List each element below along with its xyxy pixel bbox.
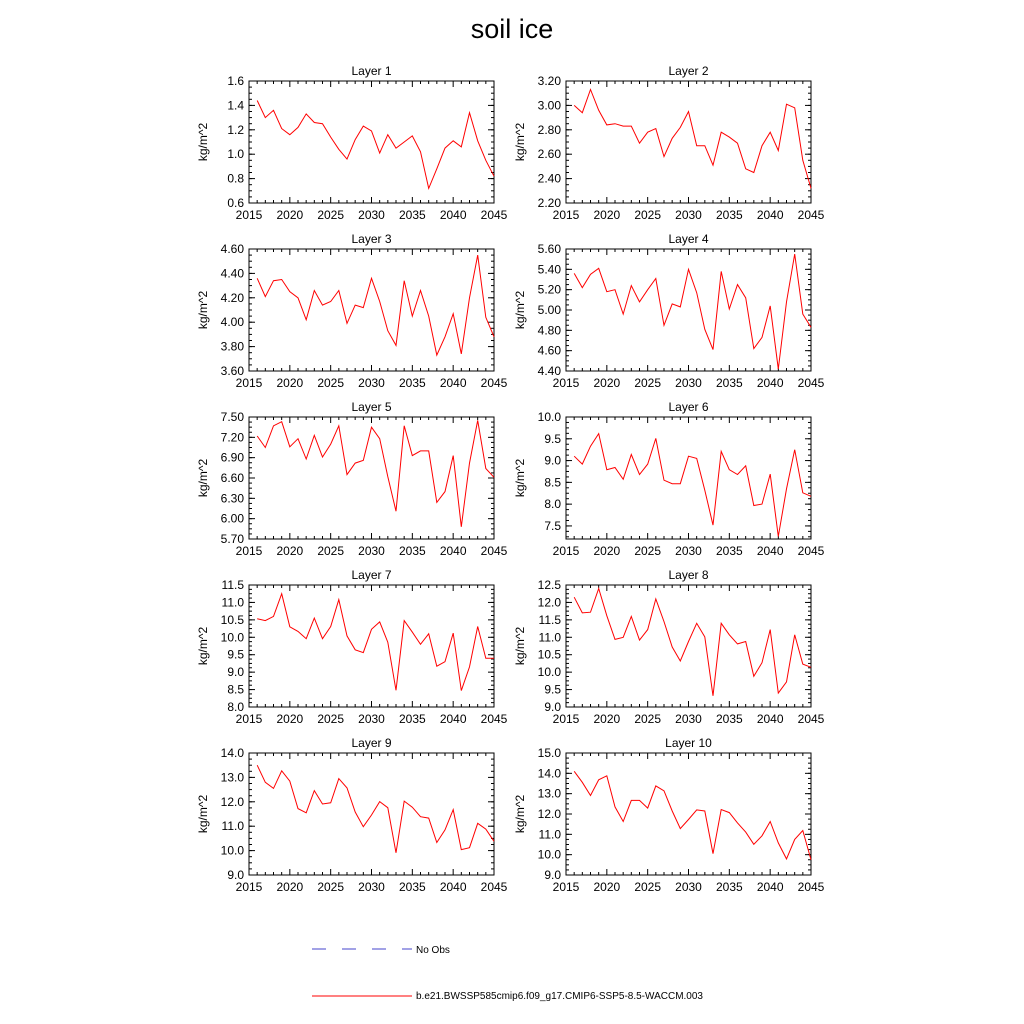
y-axis-label: kg/m^2	[513, 290, 527, 330]
x-tick-label: 2035	[715, 544, 743, 558]
x-tick-label: 2035	[715, 208, 743, 222]
y-tick-label: 11.0	[538, 827, 561, 842]
series-line	[257, 101, 494, 189]
x-tick-label: 2025	[634, 544, 662, 558]
x-tick-label: 2045	[480, 880, 508, 894]
x-tick-label: 2040	[756, 544, 784, 558]
x-tick-label: 2045	[797, 880, 825, 894]
y-tick-label: 5.70	[220, 532, 244, 546]
panel-title: Layer 1	[351, 64, 392, 78]
y-tick-label: 1.0	[227, 147, 244, 162]
chart-panel-1	[196, 64, 508, 222]
x-tick-label: 2030	[358, 712, 385, 726]
y-tick-label: 10.0	[220, 843, 244, 858]
x-tick-label: 2025	[317, 712, 345, 726]
panel-title: Layer 3	[351, 232, 392, 246]
y-tick-label: 12.5	[537, 578, 561, 592]
y-tick-label: 0.6	[227, 196, 244, 210]
y-tick-label: 9.0	[227, 665, 244, 680]
y-tick-label: 5.20	[537, 282, 561, 297]
panel-title: Layer 5	[351, 400, 392, 414]
x-tick-label: 2015	[235, 880, 263, 894]
y-tick-label: 12.0	[537, 595, 561, 610]
y-tick-label: 10.5	[537, 647, 561, 662]
x-tick-label: 2035	[398, 544, 426, 558]
y-tick-label: 2.80	[537, 122, 561, 137]
legend-obs-label: No Obs	[416, 945, 450, 956]
x-tick-label: 2020	[276, 208, 304, 222]
x-tick-label: 2040	[756, 208, 784, 222]
x-tick-label: 2020	[276, 376, 304, 390]
series-line	[257, 594, 494, 691]
y-tick-label: 2.20	[537, 196, 561, 210]
x-tick-label: 2020	[593, 544, 621, 558]
x-tick-label: 2030	[358, 544, 385, 558]
x-tick-label: 2015	[552, 208, 580, 222]
x-tick-label: 2035	[715, 376, 743, 390]
x-tick-label: 2020	[276, 544, 304, 558]
plot-frame	[249, 753, 494, 875]
x-tick-label: 2040	[756, 376, 784, 390]
y-tick-label: 1.6	[227, 74, 244, 88]
y-tick-label: 8.5	[227, 682, 244, 697]
y-axis-label: kg/m^2	[513, 794, 527, 834]
y-tick-label: 3.20	[537, 74, 561, 88]
x-tick-label: 2040	[439, 880, 467, 894]
series-line	[257, 420, 494, 526]
x-tick-label: 2035	[715, 880, 743, 894]
plot-frame	[249, 81, 494, 203]
x-tick-label: 2015	[552, 880, 580, 894]
panel-title: Layer 4	[668, 232, 709, 246]
y-tick-label: 9.0	[544, 868, 561, 882]
panel-title: Layer 8	[668, 568, 709, 582]
panel-title: Layer 7	[351, 568, 392, 582]
y-tick-label: 9.5	[544, 682, 561, 697]
y-tick-label: 4.60	[537, 343, 561, 358]
chart-panel-10	[513, 736, 825, 894]
chart-panel-2	[513, 64, 825, 222]
y-tick-label: 10.0	[220, 630, 244, 645]
x-tick-label: 2025	[317, 208, 345, 222]
y-tick-label: 10.0	[537, 847, 561, 862]
page-title: soil ice	[470, 14, 554, 44]
chart-panel-5	[196, 400, 508, 558]
y-axis-label: kg/m^2	[196, 290, 210, 330]
x-tick-label: 2045	[797, 544, 825, 558]
y-tick-label: 6.90	[220, 450, 244, 465]
x-tick-label: 2045	[797, 208, 825, 222]
x-tick-label: 2030	[358, 880, 385, 894]
x-tick-label: 2015	[552, 376, 580, 390]
x-tick-label: 2045	[480, 376, 508, 390]
y-tick-label: 4.60	[220, 242, 244, 256]
x-tick-label: 2035	[398, 376, 426, 390]
x-tick-label: 2030	[675, 880, 702, 894]
x-tick-label: 2025	[634, 712, 662, 726]
x-tick-label: 2015	[235, 544, 263, 558]
x-tick-label: 2020	[593, 376, 621, 390]
series-line	[257, 765, 494, 853]
x-tick-label: 2030	[358, 376, 385, 390]
y-tick-label: 11.0	[221, 595, 244, 610]
x-tick-label: 2015	[552, 544, 580, 558]
y-tick-label: 3.80	[220, 339, 244, 354]
y-tick-label: 12.0	[537, 807, 561, 821]
x-tick-label: 2030	[675, 208, 702, 222]
x-tick-label: 2040	[756, 880, 784, 894]
y-tick-label: 8.5	[544, 475, 561, 490]
x-tick-label: 2025	[634, 376, 662, 390]
y-tick-label: 8.0	[544, 497, 561, 512]
x-tick-label: 2025	[317, 880, 345, 894]
y-tick-label: 5.60	[537, 242, 561, 256]
y-tick-label: 14.0	[220, 746, 244, 760]
x-tick-label: 2020	[593, 712, 621, 726]
y-tick-label: 6.30	[220, 491, 244, 506]
plot-frame	[249, 585, 494, 707]
panel-title: Layer 9	[351, 736, 392, 750]
chart-panel-9	[196, 736, 508, 894]
chart-panel-8	[513, 568, 825, 726]
y-tick-label: 5.40	[537, 262, 561, 277]
y-tick-label: 4.40	[537, 364, 561, 378]
y-tick-label: 14.0	[537, 766, 561, 781]
y-tick-label: 1.4	[227, 98, 244, 113]
y-axis-label: kg/m^2	[513, 122, 527, 162]
series-line	[257, 255, 494, 355]
x-tick-label: 2035	[398, 208, 426, 222]
panel-title: Layer 2	[668, 64, 709, 78]
y-tick-label: 2.40	[537, 171, 561, 186]
y-tick-label: 4.40	[220, 266, 244, 281]
x-tick-label: 2045	[797, 376, 825, 390]
x-tick-label: 2020	[276, 880, 304, 894]
x-tick-label: 2030	[675, 712, 702, 726]
y-tick-label: 9.5	[544, 431, 561, 446]
y-tick-label: 7.5	[544, 518, 561, 533]
y-tick-label: 3.60	[220, 364, 244, 378]
x-tick-label: 2040	[756, 712, 784, 726]
y-tick-label: 4.20	[220, 290, 244, 305]
legend	[312, 945, 703, 1002]
y-tick-label: 11.0	[221, 819, 244, 834]
chart-panel-6	[513, 400, 825, 558]
y-tick-label: 9.5	[227, 647, 244, 662]
plot-frame	[566, 417, 811, 539]
x-tick-label: 2030	[358, 208, 385, 222]
y-axis-label: kg/m^2	[196, 626, 210, 666]
x-tick-label: 2035	[398, 880, 426, 894]
y-axis-label: kg/m^2	[513, 626, 527, 666]
y-tick-label: 12.0	[220, 794, 244, 809]
plot-frame	[566, 249, 811, 371]
plot-frame	[566, 753, 811, 875]
chart-panel-7	[196, 568, 508, 726]
y-tick-label: 9.0	[227, 868, 244, 882]
x-tick-label: 2015	[235, 376, 263, 390]
legend-model-label: b.e21.BWSSP585cmip6.f09_g17.CMIP6-SSP5-8.5-WACCM.003	[416, 991, 703, 1002]
y-tick-label: 6.00	[220, 511, 244, 526]
chart-panel-3	[196, 232, 508, 390]
x-tick-label: 2020	[593, 208, 621, 222]
x-tick-label: 2025	[634, 208, 662, 222]
x-tick-label: 2015	[235, 208, 263, 222]
x-tick-label: 2025	[317, 376, 345, 390]
x-tick-label: 2045	[480, 712, 508, 726]
series-line	[574, 90, 811, 189]
panel-title: Layer 10	[665, 736, 712, 750]
y-tick-label: 9.0	[544, 453, 561, 468]
y-tick-label: 0.8	[227, 171, 244, 186]
y-tick-label: 10.5	[220, 612, 244, 627]
y-tick-label: 1.2	[227, 122, 244, 137]
chart-panel-4	[513, 232, 825, 390]
y-tick-label: 8.0	[227, 700, 244, 714]
y-tick-label: 10.0	[537, 410, 561, 424]
y-tick-label: 10.0	[537, 665, 561, 680]
y-axis-label: kg/m^2	[196, 122, 210, 162]
y-axis-label: kg/m^2	[513, 458, 527, 498]
x-tick-label: 2035	[398, 712, 426, 726]
y-tick-label: 2.60	[537, 147, 561, 162]
x-tick-label: 2045	[480, 544, 508, 558]
x-tick-label: 2045	[480, 208, 508, 222]
y-tick-label: 4.00	[220, 315, 244, 330]
x-tick-label: 2015	[552, 712, 580, 726]
y-tick-label: 11.0	[538, 630, 561, 645]
y-tick-label: 9.0	[544, 700, 561, 714]
x-tick-label: 2040	[439, 544, 467, 558]
plot-frame	[249, 249, 494, 371]
y-tick-label: 7.50	[220, 410, 244, 424]
chart-panels	[196, 64, 825, 894]
y-tick-label: 7.20	[220, 430, 244, 445]
series-line	[574, 434, 811, 537]
series-line	[574, 589, 811, 696]
y-tick-label: 15.0	[537, 746, 561, 760]
y-tick-label: 3.00	[537, 98, 561, 113]
y-tick-label: 4.80	[537, 323, 561, 338]
x-tick-label: 2040	[439, 376, 467, 390]
y-tick-label: 13.0	[220, 770, 244, 785]
x-tick-label: 2030	[675, 376, 702, 390]
x-tick-label: 2020	[593, 880, 621, 894]
y-tick-label: 13.0	[537, 786, 561, 801]
y-axis-label: kg/m^2	[196, 458, 210, 498]
x-tick-label: 2020	[276, 712, 304, 726]
x-tick-label: 2040	[439, 208, 467, 222]
series-line	[574, 254, 811, 369]
x-tick-label: 2040	[439, 712, 467, 726]
x-tick-label: 2025	[317, 544, 345, 558]
y-axis-label: kg/m^2	[196, 794, 210, 834]
x-tick-label: 2030	[675, 544, 702, 558]
y-tick-label: 6.60	[220, 471, 244, 485]
y-tick-label: 11.5	[538, 612, 561, 627]
panel-title: Layer 6	[668, 400, 709, 414]
x-tick-label: 2045	[797, 712, 825, 726]
series-line	[574, 771, 811, 860]
x-tick-label: 2035	[715, 712, 743, 726]
x-tick-label: 2025	[634, 880, 662, 894]
x-tick-label: 2015	[235, 712, 263, 726]
y-tick-label: 5.00	[537, 303, 561, 317]
y-tick-label: 11.5	[221, 578, 244, 592]
